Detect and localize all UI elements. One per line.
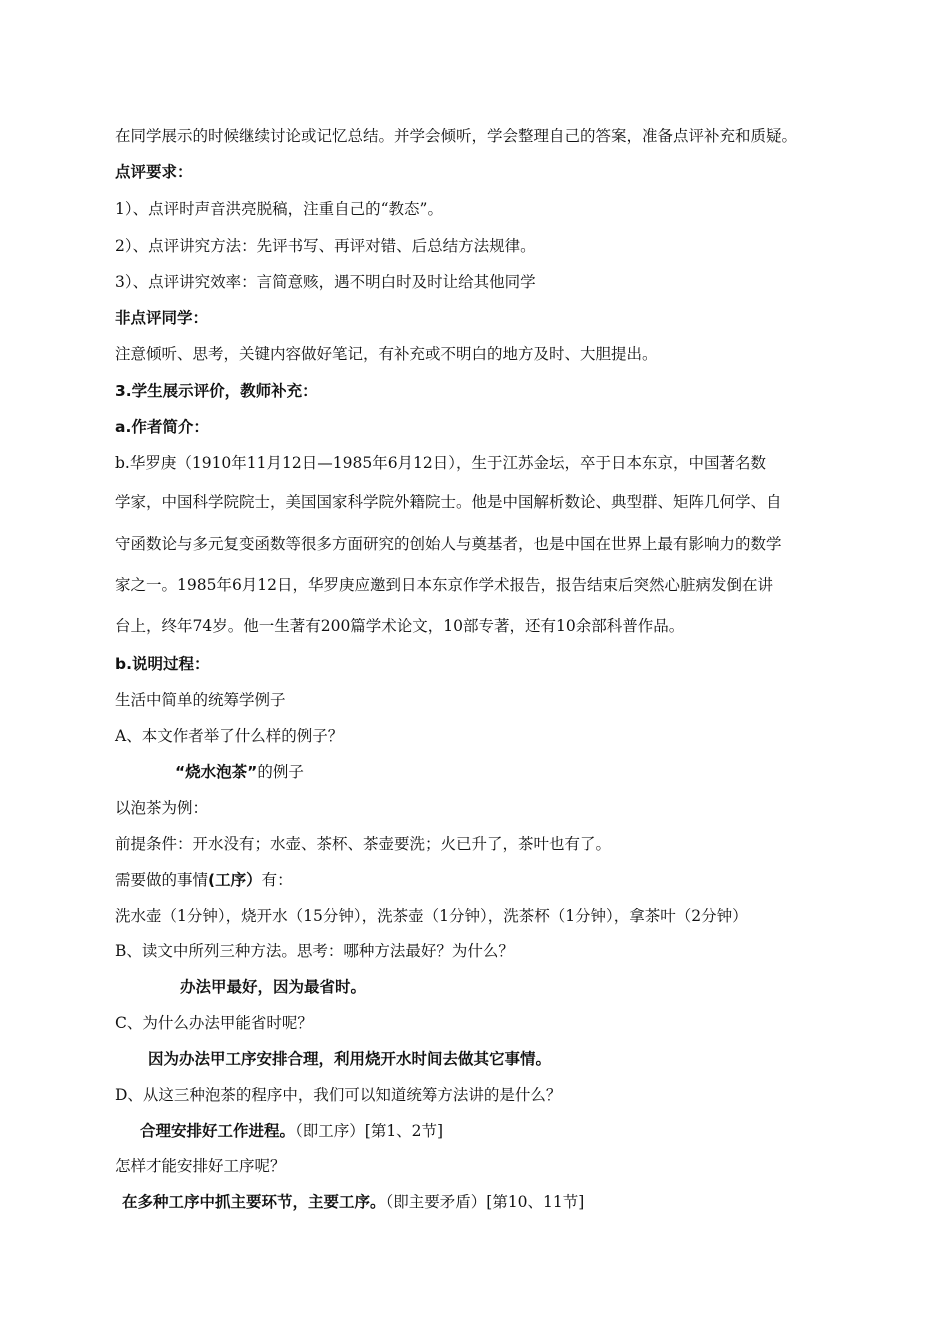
todo-pre: 需要做的事情	[115, 871, 209, 889]
answer-b: 办法甲最好，因为最省时。	[180, 978, 367, 996]
todo-post: 有：	[261, 871, 293, 889]
process-steps: 洗水壶（1分钟），烧开水（15分钟），洗茶壶（1分钟），洗茶杯（1分钟），拿茶叶（2分钟）	[115, 907, 748, 925]
answer-a	[175, 762, 304, 782]
heading-explanation-process: b.说明过程：	[115, 655, 210, 673]
answer-d-rest: （即工序）[第1、2节]	[295, 1122, 444, 1140]
question-d: D、从这三种泡茶的程序中，我们可以知道统筹方法讲的是什么？	[115, 1086, 562, 1104]
paragraph-intro: 在同学展示的时候继续讨论或记忆总结。并学会倾听，学会整理自己的答案，准备点评补充和质疑。	[115, 127, 798, 145]
question-c: C、为什么办法甲能省时呢？	[115, 1014, 313, 1032]
review-item-1: 1）、点评时声音洪亮脱稿，注重自己的“教态”。	[115, 200, 443, 218]
answer-c: 因为办法甲工序安排合理，利用烧开水时间去做其它事情。	[148, 1050, 552, 1068]
heading-author-intro: a.作者简介：	[115, 418, 209, 436]
heading-non-reviewers: 非点评同学：	[115, 309, 209, 327]
non-reviewer-instruction: 注意倾听、思考，关键内容做好笔记，有补充或不明白的地方及时、大胆提出。	[115, 345, 658, 363]
answer-e-bold: 在多种工序中抓主要环节，主要工序。	[122, 1193, 386, 1211]
bio-line-4: 家之一。1985年6月12日，华罗庚应邀到日本东京作学术报告，报告结束后突然心脏病发倒在讲	[115, 576, 774, 594]
bio-line-5: 台上，终年74岁。他一生著有200篇学术论文，10部专著，还有10余部科普作品。	[115, 617, 685, 635]
bio-line-2: 学家，中国科学院院士，美国国家科学院外籍院士。他是中国解析数论、典型群、矩阵几何学、自	[115, 493, 782, 511]
answer-d	[140, 1121, 443, 1141]
question-e: 怎样才能安排好工序呢？	[115, 1157, 286, 1175]
bio-line-1: b.华罗庚（1910年11月12日—1985年6月12日），生于江苏金坛，卒于日本东京，中国著名数	[115, 454, 767, 472]
todo-steps-heading	[115, 870, 293, 890]
answer-d-bold: 合理安排好工作进程。	[140, 1122, 296, 1140]
heading-step-3: 3.学生展示评价，教师补充：	[115, 382, 318, 400]
answer-a-rest: 的例子	[257, 763, 304, 781]
review-item-3: 3）、点评讲究效率：言简意赅，遇不明白时及时让给其他同学	[115, 273, 536, 291]
premise-conditions: 前提条件：开水没有；水壶、茶杯、茶壶要洗；火已升了，茶叶也有了。	[115, 835, 612, 853]
answer-e-rest: （即主要矛盾）[第10、11节]	[385, 1193, 585, 1211]
tea-intro: 以泡茶为例：	[115, 799, 209, 817]
bio-line-3: 守函数论与多元复变函数等很多方面研究的创始人与奠基者，也是中国在世界上最有影响力的数学	[115, 535, 782, 553]
review-item-2: 2）、点评讲究方法：先评书写、再评对错、后总结方法规律。	[115, 237, 536, 255]
question-b: B、读文中所列三种方法。思考：哪种方法最好？为什么？	[115, 942, 514, 960]
answer-a-bold: “烧水泡茶”	[175, 763, 258, 781]
heading-review-requirements: 点评要求：	[115, 163, 193, 181]
answer-e	[122, 1192, 584, 1212]
example-title: 生活中简单的统筹学例子	[115, 691, 286, 709]
todo-bold: (工序）	[208, 871, 262, 889]
question-a: A、本文作者举了什么样的例子？	[115, 727, 344, 745]
